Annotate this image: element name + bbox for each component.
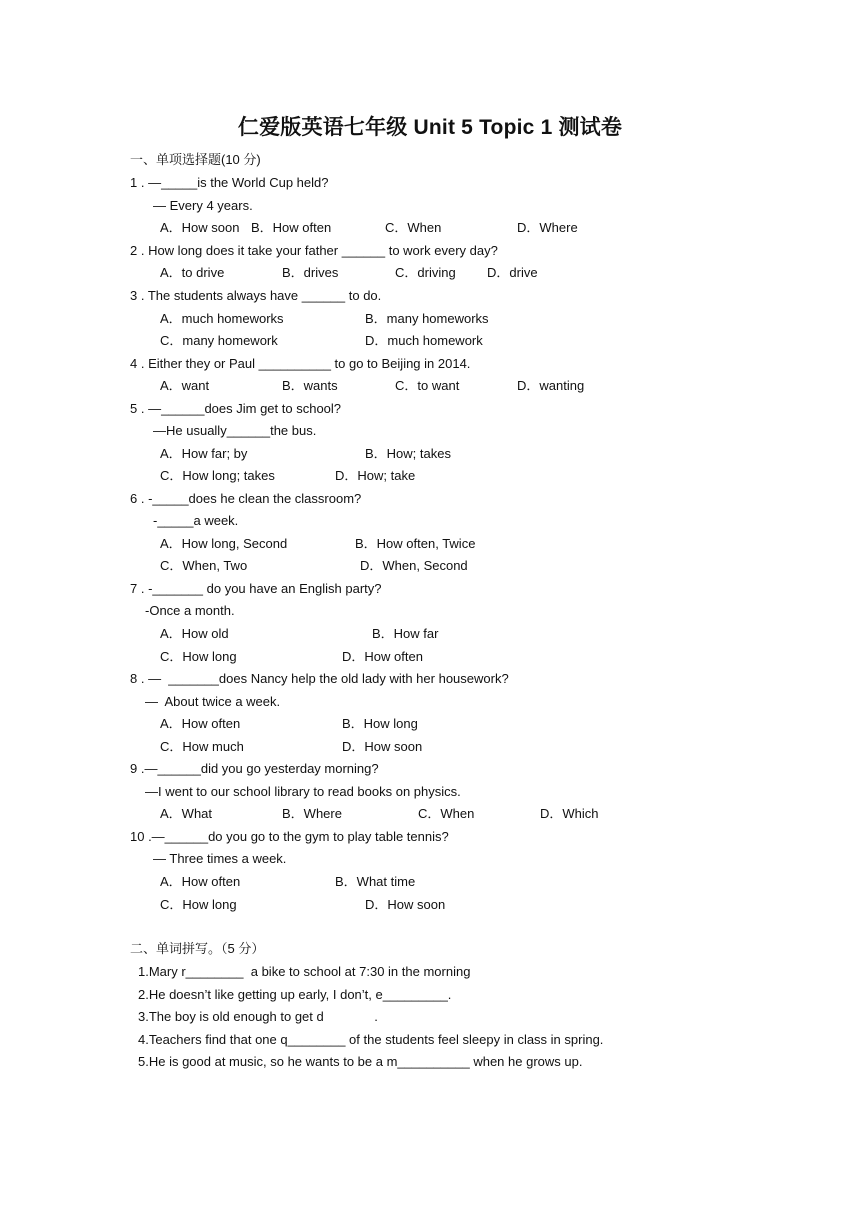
question-4-option-c[interactable]: C．to want [395, 378, 460, 393]
question-8-option-c[interactable]: C．How much [160, 739, 244, 754]
section1-heading: 一、单项选择题(10 分) [130, 152, 261, 167]
question-5-option-d[interactable]: D．How; take [335, 468, 416, 483]
question-3-option-a[interactable]: A．much homeworks [160, 311, 284, 326]
question-2-option-a[interactable]: A．to drive [160, 265, 225, 280]
question-10-option-d[interactable]: D．How soon [365, 897, 446, 912]
question-4-stem: 4 . Either they or Paul __________ to go to Beijing in 2014. [130, 356, 471, 371]
question-9-option-c[interactable]: C．When [418, 806, 475, 821]
question-1-stem: 1 . —_____is the World Cup held? [130, 175, 329, 190]
question-3-option-b[interactable]: B．many homeworks [365, 311, 489, 326]
question-8-stem: 8 . — _______does Nancy help the old lady with her housework? [130, 671, 509, 686]
question-10-stem: 10 .—______do you go to the gym to play table tennis? [130, 829, 449, 844]
section2-heading: 二、单词拼写。（5 分） [130, 941, 265, 956]
question-7-option-b[interactable]: B．How far [372, 626, 439, 641]
question-10-reply: — Three times a week. [153, 851, 287, 866]
question-9-stem: 9 .—______did you go yesterday morning? [130, 761, 379, 776]
question-10-option-c[interactable]: C．How long [160, 897, 237, 912]
question-3-stem: 3 . The students always have ______ to do. [130, 288, 382, 303]
spelling-item-1: 1.Mary r________ a bike to school at 7:30 in the morning [138, 964, 471, 979]
question-10-option-a[interactable]: A．How often [160, 874, 241, 889]
question-6-reply: -_____a week. [153, 513, 239, 528]
question-4-option-a[interactable]: A．want [160, 378, 210, 393]
question-5-option-b[interactable]: B．How; takes [365, 446, 451, 461]
question-7-option-c[interactable]: C．How long [160, 649, 237, 664]
question-8-option-d[interactable]: D．How soon [342, 739, 423, 754]
question-2-stem: 2 . How long does it take your father ______ to work every day? [130, 243, 498, 258]
question-7-reply: -Once a month. [145, 603, 235, 618]
question-9-option-d[interactable]: D．Which [540, 806, 599, 821]
spelling-item-5: 5.He is good at music, so he wants to be a m__________ when he grows up. [138, 1054, 583, 1069]
question-4-option-b[interactable]: B．wants [282, 378, 338, 393]
question-1-reply: — Every 4 years. [153, 198, 253, 213]
question-5-reply: —He usually______the bus. [153, 423, 317, 438]
question-5-stem: 5 . —______does Jim get to school? [130, 401, 342, 416]
question-6-stem: 6 . -_____does he clean the classroom? [130, 491, 362, 506]
question-9-option-a[interactable]: A．What [160, 806, 213, 821]
question-6-option-a[interactable]: A．How long, Second [160, 536, 288, 551]
question-1-option-c[interactable]: C．When [385, 220, 442, 235]
question-2-option-d[interactable]: D．drive [487, 265, 538, 280]
spelling-item-2: 2.He doesn’t like getting up early, I don’t, e_________. [138, 987, 452, 1002]
question-6-option-b[interactable]: B．How often, Twice [355, 536, 476, 551]
question-9-option-b[interactable]: B．Where [282, 806, 342, 821]
question-7-stem: 7 . -_______ do you have an English party? [130, 581, 382, 596]
question-4-option-d[interactable]: D．wanting [517, 378, 585, 393]
spelling-item-4: 4.Teachers find that one q________ of the students feel sleepy in class in spring. [138, 1032, 604, 1047]
spelling-item-3: 3.The boy is old enough to get d . [138, 1009, 378, 1024]
question-7-option-d[interactable]: D．How often [342, 649, 423, 664]
question-3-option-c[interactable]: C．many homework [160, 333, 278, 348]
document-title: 仁爱版英语七年级 Unit 5 Topic 1 测试卷 [237, 116, 623, 139]
question-6-option-d[interactable]: D．When, Second [360, 558, 468, 573]
question-8-option-a[interactable]: A．How often [160, 716, 241, 731]
question-5-option-a[interactable]: A．How far; by [160, 446, 248, 461]
question-2-option-c[interactable]: C．driving [395, 265, 456, 280]
question-5-option-c[interactable]: C．How long; takes [160, 468, 275, 483]
question-1-option-a[interactable]: A．How soon [160, 220, 240, 235]
question-8-reply: — About twice a week. [145, 694, 281, 709]
question-3-option-d[interactable]: D．much homework [365, 333, 483, 348]
question-8-option-b[interactable]: B．How long [342, 716, 418, 731]
question-1-option-b[interactable]: B．How often [251, 220, 332, 235]
question-6-option-c[interactable]: C．When, Two [160, 558, 248, 573]
question-10-option-b[interactable]: B．What time [335, 874, 416, 889]
question-9-reply: —I went to our school library to read books on physics. [145, 784, 461, 799]
question-7-option-a[interactable]: A．How old [160, 626, 229, 641]
question-1-option-d[interactable]: D．Where [517, 220, 578, 235]
question-2-option-b[interactable]: B．drives [282, 265, 339, 280]
